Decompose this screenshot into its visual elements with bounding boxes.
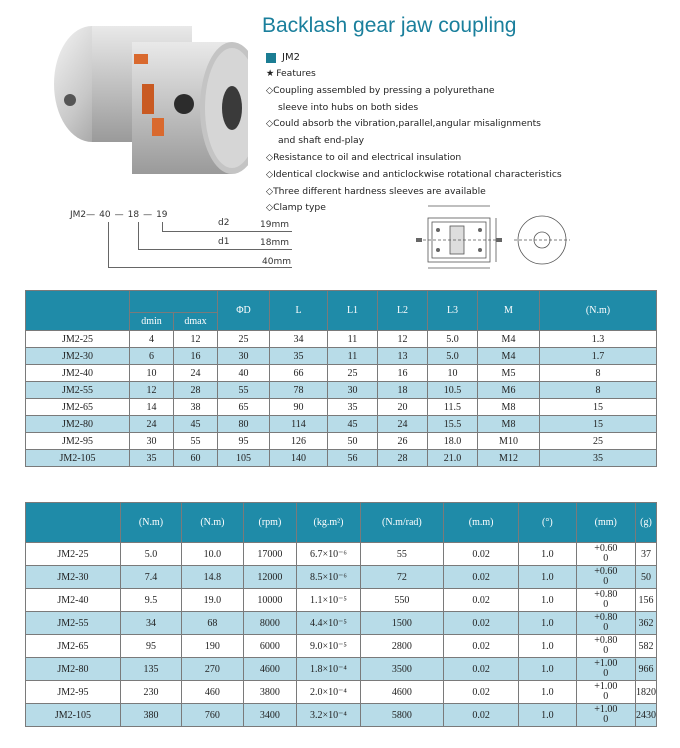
code-d1: 18 [127, 210, 140, 220]
table-cell: 1.8×10⁻⁴ [297, 658, 361, 681]
tolerance-lower: 0 [603, 668, 609, 679]
table-cell: 0.02 [444, 681, 519, 704]
table-cell: JM2-65 [26, 635, 121, 658]
tolerance-cell [576, 681, 635, 704]
table-cell: 7.4 [120, 566, 181, 589]
table-cell: M6 [478, 382, 540, 399]
table-header: ΦD [218, 291, 270, 331]
tolerance-upper: +0.80 [594, 589, 618, 600]
table-cell: 1.0 [519, 543, 576, 566]
tolerance-lower: 0 [603, 599, 609, 610]
table-cell: 1.0 [519, 566, 576, 589]
table-cell: 8 [540, 382, 657, 399]
table-cell: 5.0 [428, 348, 478, 365]
table-cell: 28 [378, 450, 428, 467]
code-d2: 19 [156, 210, 168, 220]
table-cell: 362 [636, 612, 657, 635]
table-cell: 18 [378, 382, 428, 399]
table-cell: 1.0 [519, 612, 576, 635]
table-cell: JM2-95 [26, 681, 121, 704]
table-cell: 24 [378, 416, 428, 433]
table-cell: 15 [540, 399, 657, 416]
table-cell: 8.5×10⁻⁶ [297, 566, 361, 589]
table-cell: 11.5 [428, 399, 478, 416]
performance-table [25, 502, 657, 727]
table-header: (°) [519, 503, 576, 543]
table-cell: 56 [328, 450, 378, 467]
features-list [266, 66, 566, 217]
table-cell: 35 [540, 450, 657, 467]
table-cell: 4600 [243, 658, 297, 681]
table-cell: M4 [478, 331, 540, 348]
table-cell: 34 [270, 331, 328, 348]
table-header: (N.m) [540, 291, 657, 331]
table-cell: 15 [540, 416, 657, 433]
table-row [26, 566, 657, 589]
table-cell: 11 [328, 348, 378, 365]
table-cell: 5.0 [120, 543, 181, 566]
table-row [26, 365, 657, 382]
table-cell: 55 [360, 543, 443, 566]
table-cell: 25 [328, 365, 378, 382]
table-cell: 4600 [360, 681, 443, 704]
table-cell: 68 [182, 612, 243, 635]
tolerance-cell [576, 543, 635, 566]
table-cell: 28 [174, 382, 218, 399]
table-cell: 11 [328, 331, 378, 348]
table-row [26, 450, 657, 467]
table-cell: 0.02 [444, 658, 519, 681]
table-row [26, 382, 657, 399]
code-dash: — [143, 210, 153, 220]
table-cell: JM2-105 [26, 704, 121, 727]
table-cell: 114 [270, 416, 328, 433]
table-cell: JM2-55 [26, 612, 121, 635]
table-cell: 3800 [243, 681, 297, 704]
tolerance-cell [576, 612, 635, 635]
table-cell: 550 [360, 589, 443, 612]
table-cell: 40 [218, 365, 270, 382]
table-row [26, 433, 657, 450]
d2-value: 19mm [260, 220, 289, 230]
table-cell: 19.0 [182, 589, 243, 612]
table-cell: 80 [218, 416, 270, 433]
table-cell: 8 [540, 365, 657, 382]
feature-item: and shaft end-play [278, 135, 365, 147]
table-cell: 45 [174, 416, 218, 433]
table-header [130, 291, 218, 313]
table-cell: 2800 [360, 635, 443, 658]
leader-line [108, 222, 109, 268]
table-cell: 6000 [243, 635, 297, 658]
tolerance-lower: 0 [603, 553, 609, 564]
feature-item: ◇Clamp type [266, 202, 326, 214]
table-cell: 12 [174, 331, 218, 348]
tolerance-upper: +0.80 [594, 635, 618, 646]
table-cell: 66 [270, 365, 328, 382]
tolerance-lower: 0 [603, 691, 609, 702]
table-cell: 156 [636, 589, 657, 612]
table-row [26, 399, 657, 416]
table-cell: 8000 [243, 612, 297, 635]
table-cell: 4.4×10⁻⁵ [297, 612, 361, 635]
table-cell: M10 [478, 433, 540, 450]
table-cell: M12 [478, 450, 540, 467]
table-cell: JM2-80 [26, 416, 130, 433]
table-cell: M8 [478, 416, 540, 433]
table-cell: JM2-95 [26, 433, 130, 450]
square-bullet-icon [266, 53, 276, 63]
table-header: (kg.m²) [297, 503, 361, 543]
table-header: (mm) [576, 503, 635, 543]
table-cell: 0.02 [444, 704, 519, 727]
table-cell: 230 [120, 681, 181, 704]
table-cell: 18.0 [428, 433, 478, 450]
table-row [26, 658, 657, 681]
table-cell: 10 [130, 365, 174, 382]
table-row [26, 331, 657, 348]
table-cell: 16 [378, 365, 428, 382]
table-cell: 4 [130, 331, 174, 348]
table-cell: 78 [270, 382, 328, 399]
table-cell: 45 [328, 416, 378, 433]
table-cell: 1.0 [519, 658, 576, 681]
table-header: L [270, 291, 328, 331]
table-subheader: dmin [130, 313, 174, 331]
table-cell: 460 [182, 681, 243, 704]
tolerance-lower: 0 [603, 622, 609, 633]
table-cell: 20 [378, 399, 428, 416]
table-row [26, 348, 657, 365]
table-cell: 35 [270, 348, 328, 365]
table-cell: 380 [120, 704, 181, 727]
table-cell: 966 [636, 658, 657, 681]
table-cell: 2430 [636, 704, 657, 727]
table-cell: 12 [378, 331, 428, 348]
table-cell: 90 [270, 399, 328, 416]
tolerance-upper: +1.00 [594, 681, 618, 692]
table-cell: 60 [174, 450, 218, 467]
table-cell: JM2-80 [26, 658, 121, 681]
table-cell: 0.02 [444, 589, 519, 612]
tolerance-upper: +1.00 [594, 704, 618, 715]
table-cell: 582 [636, 635, 657, 658]
page-title: Backlash gear jaw coupling [262, 14, 517, 37]
table-cell: M5 [478, 365, 540, 382]
tolerance-upper: +0.60 [594, 566, 618, 577]
tolerance-lower: 0 [603, 576, 609, 587]
table-cell: 6 [130, 348, 174, 365]
table-cell: 12 [130, 382, 174, 399]
leader-line [138, 249, 292, 250]
table-cell: 55 [218, 382, 270, 399]
table-cell: 1.0 [519, 704, 576, 727]
table-header: L2 [378, 291, 428, 331]
table-cell: 24 [174, 365, 218, 382]
table-header: (m.m) [444, 503, 519, 543]
table-row [26, 681, 657, 704]
model-label [266, 52, 300, 63]
table-cell: 37 [636, 543, 657, 566]
code-prefix: JM2— [70, 210, 96, 220]
model-name: JM2 [282, 52, 300, 63]
table-cell: 95 [218, 433, 270, 450]
feature-item: ◇Could absorb the vibration,parallel,angular misalignments [266, 118, 541, 130]
table-cell: 1.3 [540, 331, 657, 348]
table-cell: 30 [218, 348, 270, 365]
table-cell: 30 [328, 382, 378, 399]
tolerance-cell [576, 589, 635, 612]
table-cell: M4 [478, 348, 540, 365]
table-cell: 21.0 [428, 450, 478, 467]
feature-item: ◇Resistance to oil and electrical insulation [266, 151, 462, 163]
table-cell: 135 [120, 658, 181, 681]
table-cell: 25 [218, 331, 270, 348]
table-cell: 50 [328, 433, 378, 450]
table-cell: 1.0 [519, 589, 576, 612]
feature-item: sleeve into hubs on both sides [278, 101, 419, 113]
leader-line [108, 267, 292, 268]
table-cell: JM2-25 [26, 543, 121, 566]
table-cell: 1.0 [519, 681, 576, 704]
table-cell: M8 [478, 399, 540, 416]
technical-drawing [410, 200, 575, 275]
table-header: (N.m/rad) [360, 503, 443, 543]
tolerance-cell [576, 635, 635, 658]
table-cell: 0.02 [444, 612, 519, 635]
table-header: L3 [428, 291, 478, 331]
table-cell: 3.2×10⁻⁴ [297, 704, 361, 727]
table-cell: 5.0 [428, 331, 478, 348]
table-cell: 55 [174, 433, 218, 450]
d1-label: d1 [218, 237, 230, 247]
coupling-photo [52, 14, 248, 192]
table-header [26, 503, 121, 543]
table-header: L1 [328, 291, 378, 331]
tolerance-lower: 0 [603, 645, 609, 656]
table-cell: 5800 [360, 704, 443, 727]
tolerance-cell [576, 658, 635, 681]
table-cell: 34 [120, 612, 181, 635]
table-cell: 10000 [243, 589, 297, 612]
table-cell: 38 [174, 399, 218, 416]
table-cell: 17000 [243, 543, 297, 566]
table-cell: 126 [270, 433, 328, 450]
d2-label: d2 [218, 218, 230, 228]
model-code [70, 210, 172, 220]
table-row [26, 589, 657, 612]
table-cell: 30 [130, 433, 174, 450]
table-cell: JM2-25 [26, 331, 130, 348]
table-header [26, 291, 130, 331]
dimensions-table [25, 290, 657, 467]
table-cell: 1500 [360, 612, 443, 635]
table-cell: 3400 [243, 704, 297, 727]
feature-item: ◇Three different hardness sleeves are available [266, 185, 486, 197]
table-cell: 3500 [360, 658, 443, 681]
table-row [26, 416, 657, 433]
table-cell: 10 [428, 365, 478, 382]
features-heading [266, 66, 566, 83]
code-dash: — [114, 210, 124, 220]
table-row [26, 612, 657, 635]
table-cell: 16 [174, 348, 218, 365]
table-subheader: dmax [174, 313, 218, 331]
table-cell: 10.0 [182, 543, 243, 566]
table-header: (rpm) [243, 503, 297, 543]
table-cell: 35 [328, 399, 378, 416]
table-cell: 0.02 [444, 566, 519, 589]
table-cell: 95 [120, 635, 181, 658]
table-cell: JM2-65 [26, 399, 130, 416]
table-cell: JM2-105 [26, 450, 130, 467]
table-cell: JM2-30 [26, 348, 130, 365]
table-cell: 140 [270, 450, 328, 467]
table-cell: JM2-40 [26, 589, 121, 612]
table-cell: 26 [378, 433, 428, 450]
code-length: 40 [99, 210, 111, 220]
table-header: (N.m) [182, 503, 243, 543]
table-cell: 65 [218, 399, 270, 416]
table-header: (N.m) [120, 503, 181, 543]
table-cell: 1.0 [519, 635, 576, 658]
table-row [26, 635, 657, 658]
table-cell: 15.5 [428, 416, 478, 433]
table-cell: 270 [182, 658, 243, 681]
table-row [26, 543, 657, 566]
table-cell: 72 [360, 566, 443, 589]
table-cell: 9.5 [120, 589, 181, 612]
table-cell: 35 [130, 450, 174, 467]
table-cell: 9.0×10⁻⁵ [297, 635, 361, 658]
table-cell: 1.7 [540, 348, 657, 365]
tolerance-lower: 0 [603, 714, 609, 725]
tolerance-upper: +1.00 [594, 658, 618, 669]
table-cell: JM2-30 [26, 566, 121, 589]
table-header: M [478, 291, 540, 331]
table-cell: 10.5 [428, 382, 478, 399]
l-value: 40mm [262, 257, 291, 267]
table-cell: 190 [182, 635, 243, 658]
table-cell: 24 [130, 416, 174, 433]
star-icon: ★ [266, 68, 275, 79]
table-cell: 25 [540, 433, 657, 450]
table-cell: JM2-40 [26, 365, 130, 382]
tolerance-cell [576, 566, 635, 589]
tolerance-upper: +0.60 [594, 543, 618, 554]
table-cell: 13 [378, 348, 428, 365]
table-cell: 0.02 [444, 635, 519, 658]
table-cell: 2.0×10⁻⁴ [297, 681, 361, 704]
table-cell: 105 [218, 450, 270, 467]
table-cell: 1820 [636, 681, 657, 704]
table-header: (g) [636, 503, 657, 543]
table-cell: 760 [182, 704, 243, 727]
table-cell: 1.1×10⁻⁵ [297, 589, 361, 612]
feature-item: ◇Coupling assembled by pressing a polyurethane [266, 84, 495, 96]
table-cell: 50 [636, 566, 657, 589]
table-cell: 14.8 [182, 566, 243, 589]
table-cell: JM2-55 [26, 382, 130, 399]
feature-item: ◇Identical clockwise and anticlockwise rotational characteristics [266, 168, 562, 180]
table-cell: 6.7×10⁻⁶ [297, 543, 361, 566]
table-row [26, 704, 657, 727]
table-cell: 0.02 [444, 543, 519, 566]
table-cell: 14 [130, 399, 174, 416]
leader-line [138, 222, 139, 250]
features-heading-text: Features [276, 68, 316, 79]
leader-line [162, 231, 292, 232]
table-cell: 12000 [243, 566, 297, 589]
tolerance-upper: +0.80 [594, 612, 618, 623]
tolerance-cell [576, 704, 635, 727]
d1-value: 18mm [260, 238, 289, 248]
